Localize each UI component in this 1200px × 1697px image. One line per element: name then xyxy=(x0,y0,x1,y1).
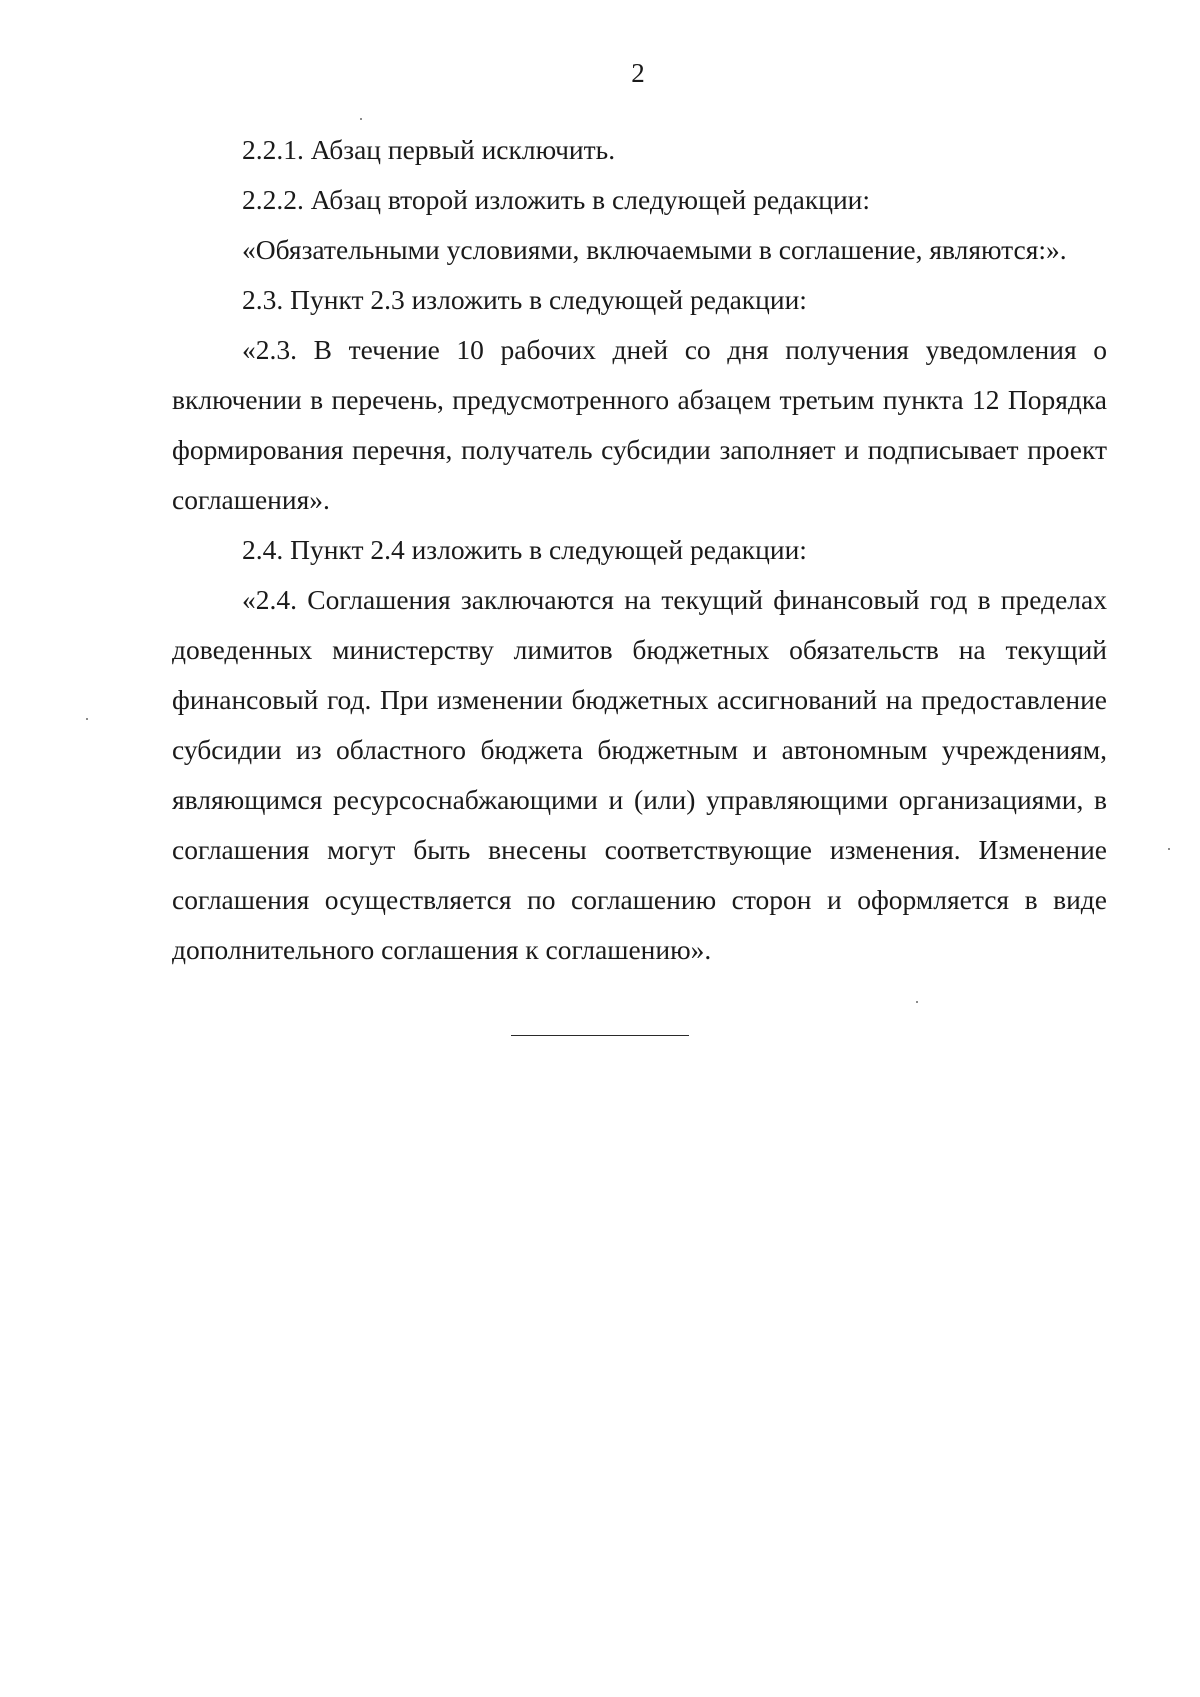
scan-speck xyxy=(86,718,88,720)
document-body xyxy=(172,125,1107,975)
end-separator-line xyxy=(511,1035,689,1036)
paragraph-2-4: 2.4. Пункт 2.4 изложить в следующей редакции: xyxy=(242,534,807,565)
scan-speck xyxy=(1168,848,1170,850)
paragraph-2-4-quote: «2.4. Соглашения заключаются на текущий финансовый год в пределах доведенных министерству лимитов бюджетных обязательств на текущий финансовый год. При изменении бюджетных ассигнований на предоставление субсидии из областного бюджета бюджетным и автономным учреждениям, являющимся ресурсоснабжающими и (или) управляющими организациями, в соглашения могут быть внесены соответствующие изменения. Изменение соглашения осуществляется по соглашению сторон и оформляется в виде дополнительного соглашения к соглашению». xyxy=(172,584,1107,965)
paragraph-2-2-1: 2.2.1. Абзац первый исключить. xyxy=(242,134,616,165)
page-number: 2 xyxy=(631,58,645,88)
scan-speck xyxy=(916,1001,918,1003)
paragraph-2-3-quote: «2.3. В течение 10 рабочих дней со дня получения уведомления о включении в перечень, предусмотренного абзацем третьим пункта 12 Порядка формирования перечня, получатель субсидии заполняет и подписывает проект соглашения». xyxy=(172,334,1107,515)
scan-speck xyxy=(360,118,362,120)
paragraph-2-2-2-quote: «Обязательными условиями, включаемыми в соглашение, являются:». xyxy=(242,234,1067,265)
paragraph-2-3: 2.3. Пункт 2.3 изложить в следующей редакции: xyxy=(242,284,807,315)
paragraph-2-2-2: 2.2.2. Абзац второй изложить в следующей редакции: xyxy=(242,184,871,215)
